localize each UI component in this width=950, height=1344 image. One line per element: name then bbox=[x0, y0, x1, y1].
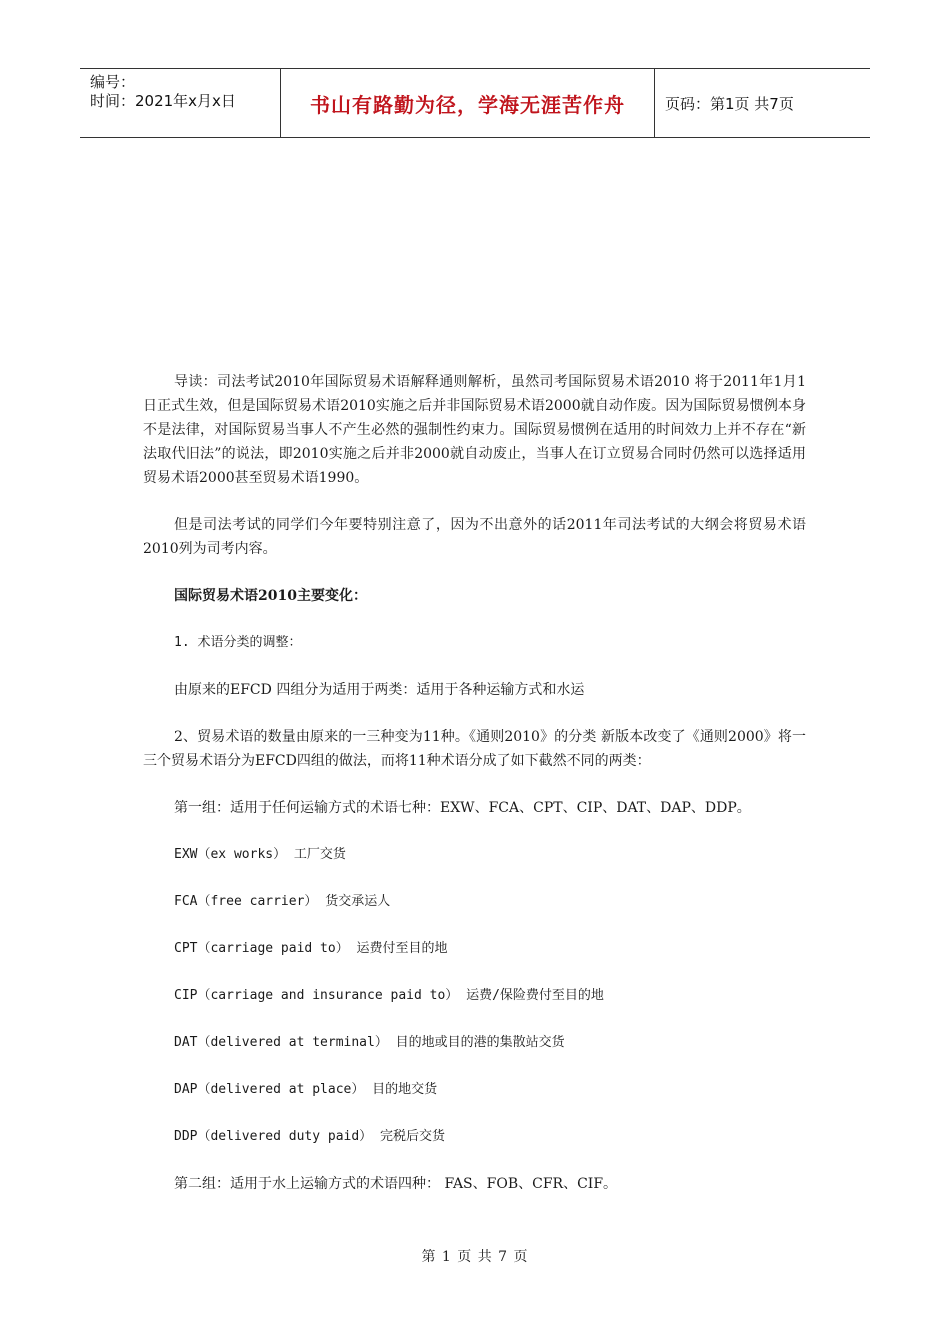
note-paragraph: 但是司法考试的同学们今年要特别注意了，因为不出意外的话2011年司法考试的大纲会将贸易术语2010列为司考内容。 bbox=[143, 517, 806, 557]
group-2-heading: 第二组：适用于水上运输方式的术语四种： FAS、FOB、CFR、CIF。 bbox=[174, 1176, 618, 1192]
term-cip: CIP（carriage and insurance paid to） 运费/保险费付至目的地 bbox=[174, 988, 604, 1003]
document-body bbox=[143, 370, 806, 1196]
term-cpt: CPT（carriage paid to） 运费付至目的地 bbox=[174, 941, 448, 956]
term-ddp: DDP（delivered duty paid） 完税后交货 bbox=[174, 1129, 446, 1144]
group-1-heading: 第一组：适用于任何运输方式的术语七种：EXW、FCA、CPT、CIP、DAT、DAP、DDP。 bbox=[174, 800, 751, 816]
doc-date-label: 时间：2021年x月x日 bbox=[90, 92, 236, 110]
term-dat: DAT（delivered at terminal） 目的地或目的港的集散站交货 bbox=[174, 1035, 565, 1050]
header-page-info: 页码：第1页 共7页 bbox=[665, 94, 794, 113]
intro-paragraph: 导读：司法考试2010年国际贸易术语解释通则解析，虽然司考国际贸易术语2010 将于2011年1月1日正式生效，但是国际贸易术语2010实施之后并非国际贸易术语2000就自动作废。因为国际贸易惯例本身不是法律，对国际贸易当事人不产生必然的强制性约束力。国际贸易惯例在适用的时间效力上并不存在“新法取代旧法”的说法，即2010实施之后并非2000就自动废止，当事人在订立贸易合同时仍然可以选择适用贸易术语2000甚至贸易术语1990。 bbox=[143, 374, 806, 486]
section-heading: 国际贸易术语2010主要变化： bbox=[174, 588, 367, 604]
term-fca: FCA（free carrier） 货交承运人 bbox=[174, 894, 391, 909]
header-meta-cell bbox=[80, 69, 281, 137]
term-dap: DAP（delivered at place） 目的地交货 bbox=[174, 1082, 438, 1097]
change-item-1: 1. 术语分类的调整： bbox=[174, 635, 302, 650]
header-table bbox=[80, 68, 870, 138]
change-item-1-detail: 由原来的EFCD 四组分为适用于两类：适用于各种运输方式和水运 bbox=[174, 682, 585, 698]
header-motto: 书山有路勤为径，学海无涯苦作舟 bbox=[281, 69, 655, 137]
doc-number-label: 编号： bbox=[90, 73, 136, 91]
term-exw: EXW（ex works） 工厂交货 bbox=[174, 847, 346, 862]
change-item-2: 2、贸易术语的数量由原来的一三种变为11种。《通则2010》的分类 新版本改变了《通则2000》将一三个贸易术语分为EFCD四组的做法，而将11种术语分成了如下截然不同的两类： bbox=[143, 729, 806, 769]
page-footer: 第 1 页 共 7 页 bbox=[421, 1249, 529, 1265]
